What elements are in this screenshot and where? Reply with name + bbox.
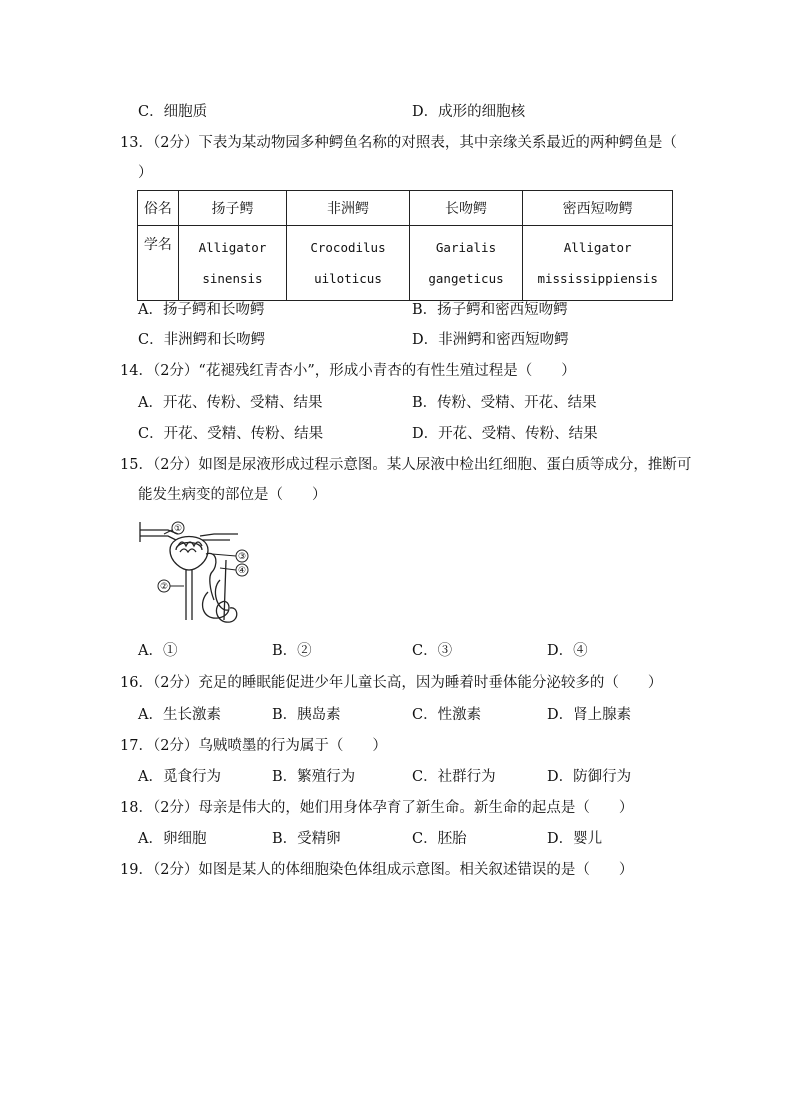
q19-stem: 19．（2分）如图是某人的体细胞染色体组成示意图。相关叙述错误的是（ ） xyxy=(120,862,634,878)
q18-option-a: A．卵细胞 xyxy=(138,831,207,847)
sci-species: gangeticus xyxy=(428,271,504,286)
q12-option-d: D．成形的细胞核 xyxy=(412,104,526,120)
q18-option-c: C．胚胎 xyxy=(412,831,467,847)
q13-option-b: B．扬子鳄和密西短吻鳄 xyxy=(412,302,568,318)
label-2: ② xyxy=(159,582,169,592)
sci-genus: Garialis xyxy=(435,240,497,255)
q15-option-a: A．① xyxy=(138,643,178,659)
q14-option-b: B．传粉、受精、开花、结果 xyxy=(412,395,597,411)
common-name-cell: 密西短吻鳄 xyxy=(523,191,673,226)
common-name-cell: 非洲鳄 xyxy=(287,191,409,226)
label-4: ④ xyxy=(237,566,247,576)
q16-option-b: B．胰岛素 xyxy=(272,707,341,723)
q18-option-b: B．受精卵 xyxy=(272,831,341,847)
row-header-scientific: 学名 xyxy=(138,226,179,301)
q13-option-a: A．扬子鳄和长吻鳄 xyxy=(138,302,265,318)
sci-genus: Alligator xyxy=(198,240,267,255)
q15-option-c: C．③ xyxy=(412,643,453,659)
q15-stem-line2: 能发生病变的部位是（ ） xyxy=(138,487,327,503)
sci-genus: Crocodilus xyxy=(310,240,386,255)
sci-species: sinensis xyxy=(202,271,263,286)
q13-option-c: C．非洲鳄和长吻鳄 xyxy=(138,332,266,348)
scientific-name-cell xyxy=(409,226,523,301)
q14-option-d: D．开花、受精、传粉、结果 xyxy=(412,426,598,442)
q18-option-d: D．婴儿 xyxy=(547,831,603,847)
q17-option-c: C．社群行为 xyxy=(412,769,496,785)
q16-option-a: A．生长激素 xyxy=(138,707,221,723)
q13-stem-close: ） xyxy=(138,165,153,181)
sci-genus: Alligator xyxy=(563,240,632,255)
q16-option-d: D．肾上腺素 xyxy=(547,707,632,723)
q17-stem: 17．（2分）乌贼喷墨的行为属于（ ） xyxy=(120,738,387,754)
q16-option-c: C．性激素 xyxy=(412,707,482,723)
nephron-diagram xyxy=(138,520,268,630)
q15-option-d: D．④ xyxy=(547,643,588,659)
common-name-cell: 扬子鳄 xyxy=(178,191,287,226)
sci-species: mississippiensis xyxy=(537,271,658,286)
row-header-common: 俗名 xyxy=(138,191,179,226)
q15-stem-line1: 15．（2分）如图是尿液形成过程示意图。某人尿液中检出红细胞、蛋白质等成分，推断可 xyxy=(120,457,692,473)
scientific-name-cell xyxy=(523,226,673,301)
q17-option-d: D．防御行为 xyxy=(547,769,632,785)
q14-option-a: A．开花、传粉、受精、结果 xyxy=(138,395,323,411)
label-3: ③ xyxy=(237,552,247,562)
q14-stem: 14．（2分）“花褪残红青杏小”，形成小青杏的有性生殖过程是（ ） xyxy=(120,363,576,379)
label-1: ① xyxy=(173,524,183,534)
q12-option-c: C．细胞质 xyxy=(138,104,208,120)
q17-option-a: A．觅食行为 xyxy=(138,769,221,785)
q13-stem: 13．（2分）下表为某动物园多种鳄鱼名称的对照表，其中亲缘关系最近的两种鳄鱼是（ xyxy=(120,135,677,151)
q15-option-b: B．② xyxy=(272,643,312,659)
scientific-name-cell xyxy=(178,226,287,301)
q16-stem: 16．（2分）充足的睡眠能促进少年儿童长高，因为睡着时垂体能分泌较多的（ ） xyxy=(120,675,663,691)
q17-option-b: B．繁殖行为 xyxy=(272,769,356,785)
crocodile-name-table xyxy=(137,190,673,301)
sci-species: uiloticus xyxy=(314,271,382,286)
common-name-cell: 长吻鳄 xyxy=(409,191,523,226)
scientific-name-cell xyxy=(287,226,409,301)
q14-option-c: C．开花、受精、传粉、结果 xyxy=(138,426,324,442)
q18-stem: 18．（2分）母亲是伟大的，她们用身体孕育了新生命。新生命的起点是（ ） xyxy=(120,800,634,816)
q13-option-d: D．非洲鳄和密西短吻鳄 xyxy=(412,332,569,348)
